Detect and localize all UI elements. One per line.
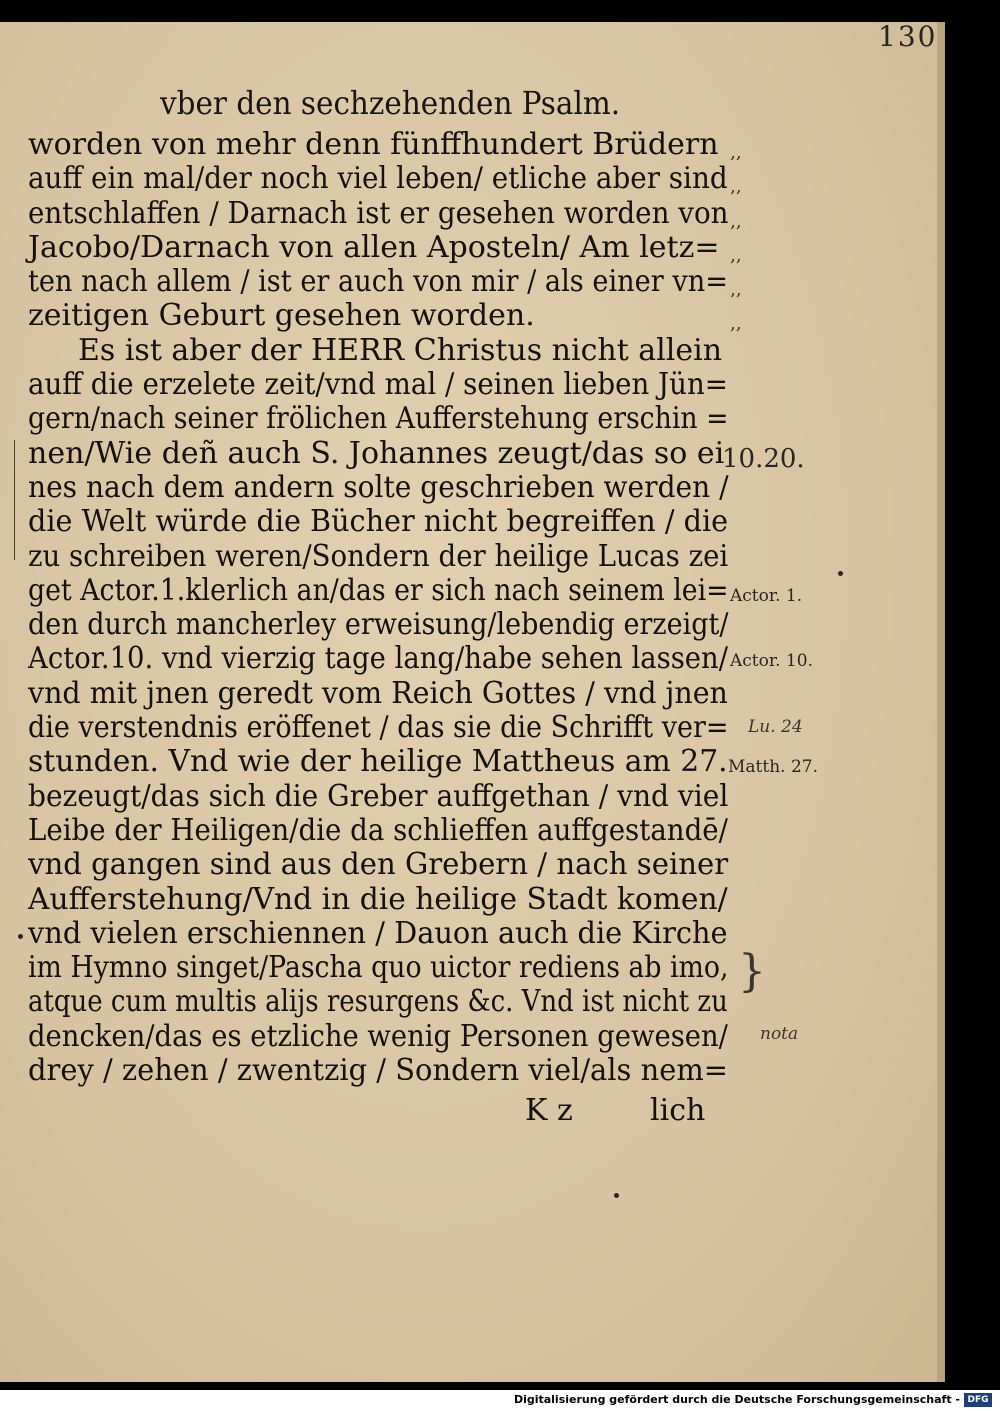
text-line: zeitigen Geburt gesehen worden. [28, 298, 535, 334]
text-line: worden von mehr denn fünffhundert Brüdern [28, 127, 719, 162]
margin-quote-mark: ‚‚ [730, 176, 742, 198]
text-line: nes nach dem andern solte geschrieben werden / [28, 469, 729, 505]
ink-dot [614, 1193, 619, 1198]
margin-ref-actor-1: Actor. 1. [730, 586, 803, 606]
text-line: den durch mancherley erweisung/lebendig erzeigt/ [28, 607, 729, 643]
margin-bracket-line [14, 440, 15, 560]
margin-quote-mark: ‚‚ [730, 244, 742, 266]
text-line: zu schreiben weren/Sondern der heilige Lucas zei [28, 538, 729, 574]
text-line: ten nach allem / ist er auch von mir / als einer vn= [28, 264, 728, 300]
handwritten-nota-note: nota [760, 1024, 799, 1044]
text-line: vnd gangen sind aus den Grebern / nach seiner [28, 847, 729, 883]
text-line: vnd vielen erschiennen / Dauon auch die Kirche [28, 915, 728, 951]
text-line: Jacobo/Darnach von allen Aposteln/ Am letz= [28, 229, 720, 265]
margin-quote-mark: ‚‚ [730, 313, 742, 335]
margin-quote-mark: ‚‚ [730, 279, 742, 301]
text-line: dencken/das es etzliche wenig Personen gewesen/ [28, 1018, 728, 1054]
text-line: die verstendnis eröffenet / das sie die Schrifft ver= [28, 710, 729, 746]
text-line: drey / zehen / zwentzig / Sondern viel/als nem= [28, 1053, 728, 1089]
margin-ref-john: 10.20. [722, 444, 805, 474]
margin-quote-mark: ‚‚ [730, 210, 742, 232]
text-line: Es ist aber der HERR Christus nicht allein [78, 332, 723, 368]
margin-quote-marks [730, 136, 760, 342]
text-line: im Hymno singet/Pascha quo uictor rediens ab imo, [28, 950, 729, 986]
margin-ref-actor-10: Actor. 10. [730, 651, 813, 671]
catchword: lich [650, 1093, 706, 1128]
handwritten-luc-note: Lu. 24 [748, 717, 803, 737]
page-edge [937, 22, 945, 1382]
signature-mark: K z [525, 1093, 573, 1128]
running-header: vber den sechzehenden Psalm. [160, 84, 621, 122]
text-line: Aufferstehung/Vnd in die heilige Stadt komen/ [28, 881, 728, 917]
text-line: bezeugt/das sich die Greber auffgethan / vnd viel [28, 778, 729, 814]
right-black-strip [945, 0, 1000, 1390]
text-line: nen/Wie deñ auch S. Johannes zeugt/das so ei [28, 435, 725, 471]
text-line: get Actor.1.klerlich an/das er sich nach seinem lei= [28, 572, 729, 608]
top-black-bar [0, 0, 1000, 22]
text-line: atque cum multis alijs resurgens &c. Vnd ist nicht zu [28, 984, 728, 1020]
text-line: entschlaffen / Darnach ist er gesehen worden von [28, 195, 729, 231]
folio-number: 130 [878, 20, 938, 53]
funding-credit: Digitalisierung gefördert durch die Deutsche Forschungsgemeinschaft - [513, 1393, 960, 1406]
footer-bar [0, 1390, 1000, 1411]
ink-dot [838, 571, 843, 576]
body-text [28, 128, 728, 1088]
margin-ref-matth: Matth. 27. [728, 757, 818, 777]
text-line: Actor.10. vnd vierzig tage lang/habe sehen lassen/ [28, 641, 728, 677]
text-line: die Welt würde die Bücher nicht begreiffen / die [28, 504, 729, 540]
text-line: gern/nach seiner frölichen Aufferstehung erschin = [28, 401, 729, 437]
margin-quote-mark: ‚‚ [730, 142, 742, 163]
text-line: stunden. Vnd wie der heilige Mattheus am 27. [28, 744, 728, 780]
text-line: auff die erzelete zeit/vnd mal / seinen lieben Jün= [28, 367, 728, 403]
text-line: Leibe der Heiligen/die da schlieffen auffgestandē/ [28, 812, 728, 848]
text-line: auff ein mal/der noch viel leben/ etliche aber sind [28, 161, 728, 197]
ink-dot [18, 934, 23, 939]
handwritten-brace: } [738, 946, 766, 997]
dfg-logo: DFG [964, 1393, 992, 1407]
text-line: vnd mit jnen geredt vom Reich Gottes / vnd jnen [28, 675, 728, 711]
